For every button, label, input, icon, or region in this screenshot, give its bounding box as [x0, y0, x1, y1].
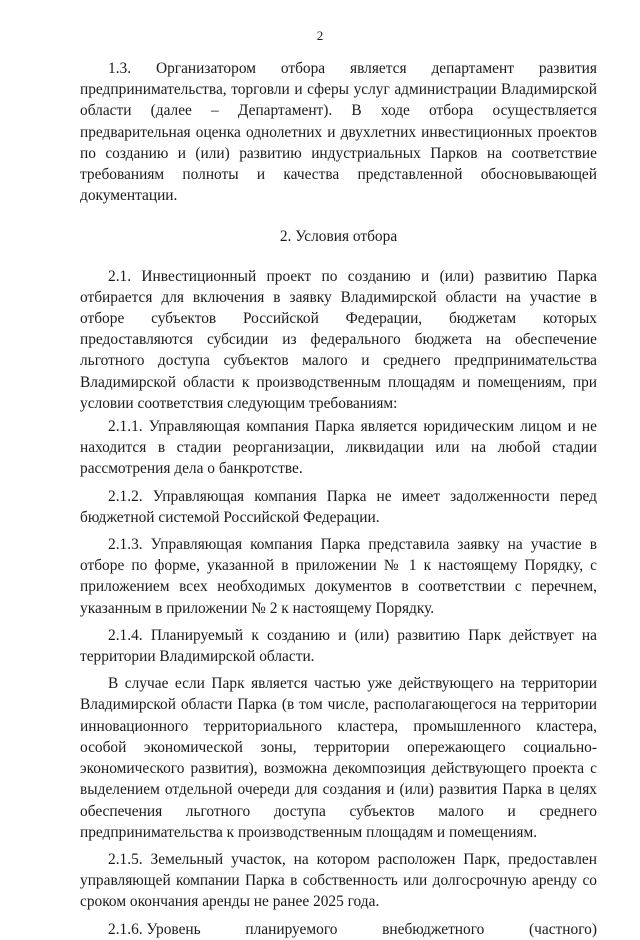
word-4: (частного) — [529, 920, 597, 938]
paragraph-2-1-1: 2.1.1. Управляющая компания Парка является юридическим лицом и не находится в стадии реорганизации, ликвидации или на любой стадии рассмотрения дела о банкротстве. — [80, 418, 597, 478]
word-3: внебюджетного — [382, 920, 485, 938]
paragraph-1-3: 1.3. Организатором отбора является департамент развития предпринимательства, торговли и сферы услуг администрации Владимирской области (далее – Департамент). В ходе отбора осуществляется предварительная оценка однолетних и двухлетних инвестиционных проектов по созданию и (или) развитию индустриальных Парков на соответствие требованиям полноты и качества представленной обосновывающей документации. — [80, 60, 597, 205]
paragraph-2-1-2: 2.1.2. Управляющая компания Парка не имеет задолженности перед бюджетной системой Российской Федерации. — [80, 487, 597, 526]
paragraph-2-1: 2.1. Инвестиционный проект по созданию и (или) развитию Парка отбирается для включения в заявку Владимирской области на участие в отборе субъектов Российской Федерации, бюджетам которых предоставляются субсидии из федерального бюджета на обеспечение льготного доступа субъектов малого и среднего предпринимательства Владимирской области к производственным площадям и помещениям, при условии соответствия следующим требованиям: — [80, 267, 597, 412]
paragraph-decomposition: В случае если Парк является частью уже действующего на территории Владимирской области Парка (в том числе, располагающегося на территории инновационного территориального кластера, промышленного кластера, особой экономической зоны, территории опережающего социально-экономического развития), возможна декомпозиция действующего проекта с выделением отдельной очереди для создания и (или) развития Парка в целях обеспечения льготного доступа субъектов малого и среднего предпринимательства к производственным площадям и помещениям. — [80, 675, 597, 841]
paragraph-2-1-4: 2.1.4. Планируемый к созданию и (или) развитию Парк действует на территории Владимирской области. — [80, 626, 597, 666]
word-1: 2.1.6. Уровень — [108, 920, 201, 938]
paragraph-2-1-3: 2.1.3. Управляющая компания Парка представила заявку на участие в отборе по форме, указанной в приложении № 1 к настоящему Порядку, с приложением всех необходимых документов в соответствии с перечнем, указанным в приложении № 2 к настоящему Порядку. — [80, 536, 597, 617]
document-body — [80, 58, 597, 940]
word-2: планируемого — [245, 920, 338, 938]
paragraph-2-1-6-start — [80, 919, 597, 940]
paragraph-2-1-5: 2.1.5. Земельный участок, на котором расположен Парк, предоставлен управляющей компании Парка в собственность или долгосрочную аренду со сроком окончания аренды не ранее 2025 года. — [80, 850, 597, 911]
page-number: 2 — [316, 28, 324, 43]
section-heading: 2. Условия отбора — [279, 228, 398, 246]
